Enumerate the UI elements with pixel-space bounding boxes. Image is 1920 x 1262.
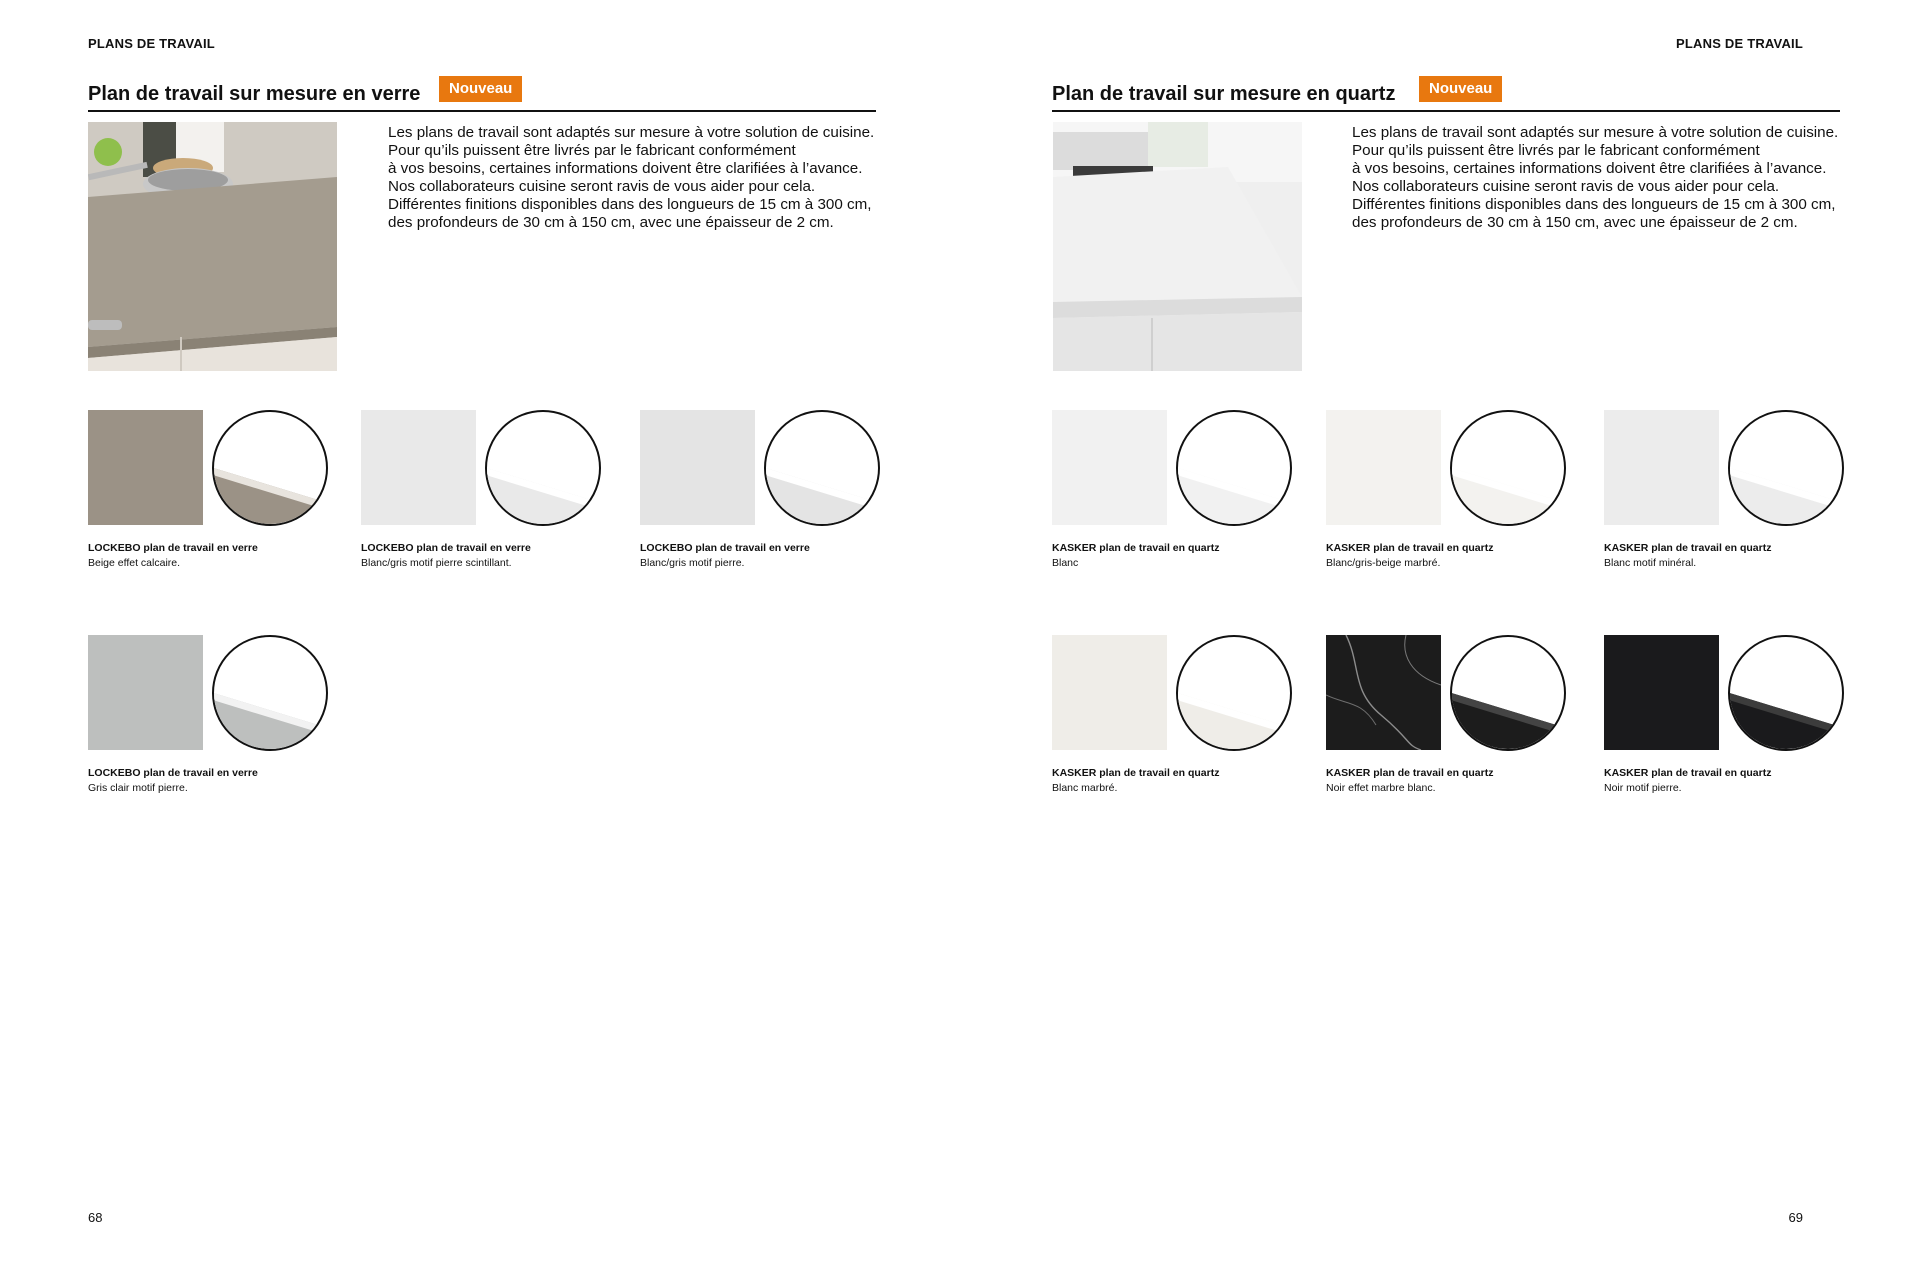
product-kasker-white-marble[interactable] (1326, 410, 1576, 570)
product-lockebo-white-grey-stone[interactable] (640, 410, 890, 570)
section-label: PLANS DE TRAVAIL (1676, 36, 1803, 51)
material-swatch (640, 410, 755, 525)
edge-detail-image (485, 410, 601, 526)
page-number: 69 (1788, 1210, 1803, 1225)
description-line: des profondeurs de 30 cm à 150 cm, avec une épaisseur de 2 cm. (388, 214, 834, 231)
edge-detail-image (1728, 410, 1844, 526)
product-finish: Blanc/gris-beige marbré. (1326, 557, 1441, 569)
page-number: 68 (88, 1210, 103, 1225)
product-name: KASKER plan de travail en quartz (1604, 542, 1772, 554)
description-line: à vos besoins, certaines informations doivent être clarifiées à l’avance. (388, 160, 863, 177)
edge-detail-image (1176, 410, 1292, 526)
description-line: des profondeurs de 30 cm à 150 cm, avec une épaisseur de 2 cm. (1352, 214, 1798, 231)
description (388, 124, 888, 232)
material-swatch (1604, 410, 1719, 525)
section-heading (1052, 70, 1840, 112)
edge-detail-image (1176, 635, 1292, 751)
product-finish: Blanc motif minéral. (1604, 557, 1697, 569)
product-kasker-black-stone[interactable] (1604, 635, 1854, 795)
product-name: KASKER plan de travail en quartz (1052, 542, 1220, 554)
new-badge: Nouveau (439, 76, 522, 102)
product-kasker-white[interactable] (1052, 410, 1302, 570)
description-line: à vos besoins, certaines informations doivent être clarifiées à l’avance. (1352, 160, 1827, 177)
product-finish: Noir motif pierre. (1604, 782, 1682, 794)
description-line: Nos collaborateurs cuisine seront ravis de vous aider pour cela. (1352, 178, 1780, 195)
kitchen-photo-white-quartz (1053, 122, 1302, 371)
product-name: LOCKEBO plan de travail en verre (361, 542, 531, 554)
product-kasker-white-mineral[interactable] (1604, 410, 1854, 570)
product-lockebo-beige[interactable] (88, 410, 338, 570)
product-finish: Blanc/gris motif pierre. (640, 557, 745, 569)
edge-detail-image (212, 410, 328, 526)
section-heading (88, 70, 876, 112)
product-finish: Beige effet calcaire. (88, 557, 181, 569)
description-line: Les plans de travail sont adaptés sur mesure à votre solution de cuisine. (388, 124, 875, 141)
description-line: Nos collaborateurs cuisine seront ravis de vous aider pour cela. (388, 178, 816, 195)
material-swatch (88, 635, 203, 750)
description-line: Les plans de travail sont adaptés sur mesure à votre solution de cuisine. (1352, 124, 1839, 141)
description-line: Pour qu’ils puissent être livrés par le fabricant conformément (1352, 142, 1760, 159)
edge-detail-image (1728, 635, 1844, 751)
edge-detail-image (212, 635, 328, 751)
product-name: KASKER plan de travail en quartz (1326, 767, 1494, 779)
material-swatch (1326, 410, 1441, 525)
kitchen-photo-beige-glass (88, 122, 337, 371)
marble-veins (1326, 635, 1441, 750)
material-swatch (1052, 410, 1167, 525)
material-swatch (88, 410, 203, 525)
product-name: KASKER plan de travail en quartz (1052, 767, 1220, 779)
description-line: Différentes finitions disponibles dans des longueurs de 15 cm à 300 cm, (1352, 196, 1836, 213)
new-badge: Nouveau (1419, 76, 1502, 102)
description (1352, 124, 1852, 232)
product-lockebo-white-grey-sparkle[interactable] (361, 410, 611, 570)
material-swatch (1604, 635, 1719, 750)
product-finish: Noir effet marbre blanc. (1326, 782, 1436, 794)
product-finish: Blanc/gris motif pierre scintillant. (361, 557, 512, 569)
product-name: KASKER plan de travail en quartz (1326, 542, 1494, 554)
material-swatch (361, 410, 476, 525)
product-kasker-marbled-white[interactable] (1052, 635, 1302, 795)
product-name: LOCKEBO plan de travail en verre (88, 767, 258, 779)
product-finish: Blanc (1052, 557, 1079, 569)
product-name: LOCKEBO plan de travail en verre (640, 542, 810, 554)
product-name: LOCKEBO plan de travail en verre (88, 542, 258, 554)
edge-detail-image (764, 410, 880, 526)
product-name: KASKER plan de travail en quartz (1604, 767, 1772, 779)
page-title: Plan de travail sur mesure en quartz (1052, 83, 1396, 105)
page-title: Plan de travail sur mesure en verre (88, 83, 421, 105)
description-line: Différentes finitions disponibles dans des longueurs de 15 cm à 300 cm, (388, 196, 872, 213)
material-swatch (1326, 635, 1441, 750)
description-line: Pour qu’ils puissent être livrés par le fabricant conformément (388, 142, 796, 159)
right-page (960, 0, 1920, 1262)
section-label: PLANS DE TRAVAIL (88, 36, 215, 51)
product-finish: Gris clair motif pierre. (88, 782, 188, 794)
product-finish: Blanc marbré. (1052, 782, 1118, 794)
material-swatch (1052, 635, 1167, 750)
product-kasker-black-marble[interactable] (1326, 635, 1576, 795)
product-lockebo-light-grey[interactable] (88, 635, 338, 795)
edge-detail-image (1450, 635, 1566, 751)
edge-detail-image (1450, 410, 1566, 526)
